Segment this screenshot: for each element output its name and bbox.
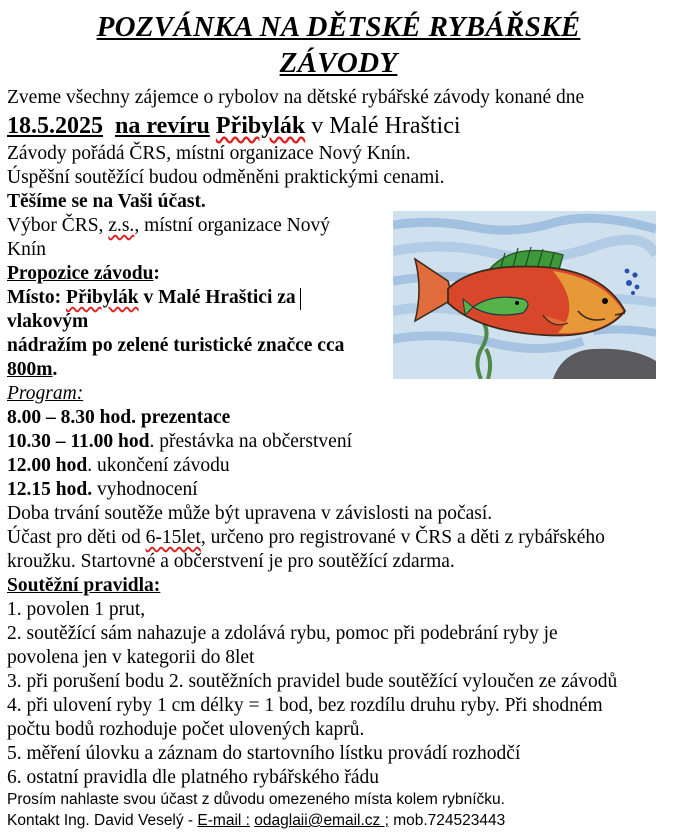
program-item-4	[7, 478, 198, 502]
rule-line: 6. ostatní pravidla dle platného rybářského řádu	[7, 767, 380, 788]
program-item-1	[7, 406, 230, 430]
program-note-3: kroužku. Startovné a občerstvení je pro soutěžící zdarma.	[7, 551, 455, 572]
note-text-2: , určeno pro registrované v ČRS a děti z rybářského	[200, 527, 605, 548]
program-time: 12.00 hod	[7, 455, 88, 476]
age-range: 6-15let	[145, 527, 201, 548]
rule-line: počtu bodů rozhoduje počet ulovených kaprů.	[7, 719, 365, 740]
program-text: . přestávka na občerstvení	[149, 431, 353, 452]
program-text: . ukončení závodu	[87, 455, 230, 476]
reviru-label: na revíru	[115, 113, 210, 139]
propozice-heading	[7, 262, 160, 286]
poster-title-line2: ZÁVODY	[279, 47, 398, 79]
poster-title-line1: POZVÁNKA NA DĚTSKÉ RYBÁŘSKÉ	[96, 11, 581, 43]
text-cursor	[300, 288, 301, 310]
rule-line: 4. při ulovení ryby 1 cm délky = 1 bod, bez rozdílu druhu ryby. Při shodném	[7, 695, 603, 716]
email-label: E-mail :	[197, 812, 250, 829]
misto-line2: vlakovým	[7, 311, 89, 332]
misto-distance: 800m	[7, 359, 53, 380]
rule-line: 2. soutěžící sám nahazuje a zdolává rybu, pomoc při podebrání ryby je	[7, 623, 558, 644]
footer-note: Prosím nahlaste svou účast z důvodu omezeného místa kolem rybníčku.	[7, 791, 505, 808]
intro-committee-town: Knín	[7, 239, 46, 260]
intro-welcome: Těšíme se na Vaši účast.	[7, 191, 206, 212]
misto-line4	[7, 358, 57, 382]
rule-line: povolena jen v kategorii do 8let	[7, 647, 255, 668]
committee-zs: z.s.	[108, 215, 135, 236]
rule-line: 3. při porušení bodu 2. soutěžních pravidel bude soutěžící vyloučen ze závodů	[7, 671, 618, 692]
program-item-3	[7, 454, 230, 478]
program-note-2	[7, 526, 605, 550]
event-date: 18.5.2025	[7, 113, 103, 139]
program-note-1: Doba trvání soutěže může být upravena v závislosti na počasí.	[7, 503, 493, 524]
committee-text: Výbor ČRS,	[7, 215, 109, 236]
email-link[interactable]: odaglaii	[254, 812, 308, 829]
footer-contact	[7, 811, 505, 831]
propozice-heading-text: Propozice závodu	[7, 263, 154, 284]
program-time: 8.00 – 8.30 hod. prezentace	[7, 407, 231, 428]
program-time: 10.30 – 11.00 hod	[7, 431, 150, 452]
fish-drawing	[393, 211, 656, 379]
misto-line1	[7, 286, 301, 310]
misto-label: Místo:	[7, 287, 62, 308]
intro-date-place	[7, 112, 461, 140]
phone-number: mob.724523443	[393, 812, 506, 829]
rule-line: 5. měření úlovku a záznam do startovního lístku provádí rozhodčí	[7, 743, 521, 764]
program-time: 12.15 hod.	[7, 479, 93, 500]
fish-eye	[602, 298, 608, 304]
propozice-colon: :	[153, 263, 160, 284]
small-fish-eye	[515, 301, 519, 305]
venue-location: v Malé Hraštici	[311, 113, 461, 139]
misto-line3: nádražím po zelené turistické značce cca	[7, 335, 345, 356]
program-item-2	[7, 430, 352, 454]
intro-invite: Zveme všechny zájemce o rybolov na dětské rybářské závody konané dne	[7, 87, 585, 108]
rule-line: 1. povolen 1 prut,	[7, 599, 146, 620]
misto-dot: .	[52, 359, 58, 380]
note-text: Účast pro děti od	[7, 527, 146, 548]
misto-place: Přibylák	[66, 287, 139, 308]
email-domain: @email.cz ;	[307, 812, 389, 829]
misto-text: v Malé Hraštici za	[143, 287, 296, 308]
intro-prizes: Úspěšní soutěžící budou odměněni praktickými cenami.	[7, 167, 445, 188]
venue-name: Přibylák	[215, 113, 306, 139]
contact-name: Kontakt Ing. David Veselý -	[7, 812, 198, 829]
committee-text-2: , místní organizace Nový	[134, 215, 330, 236]
rules-heading: Soutěžní pravidla:	[7, 575, 161, 596]
program-heading: Program:	[7, 383, 84, 404]
intro-committee	[7, 214, 330, 238]
fish-drawing-svg	[393, 211, 656, 379]
program-text: vyhodnocení	[92, 479, 198, 500]
intro-organizer: Závody pořádá ČRS, místní organizace Nový Knín.	[7, 143, 411, 164]
